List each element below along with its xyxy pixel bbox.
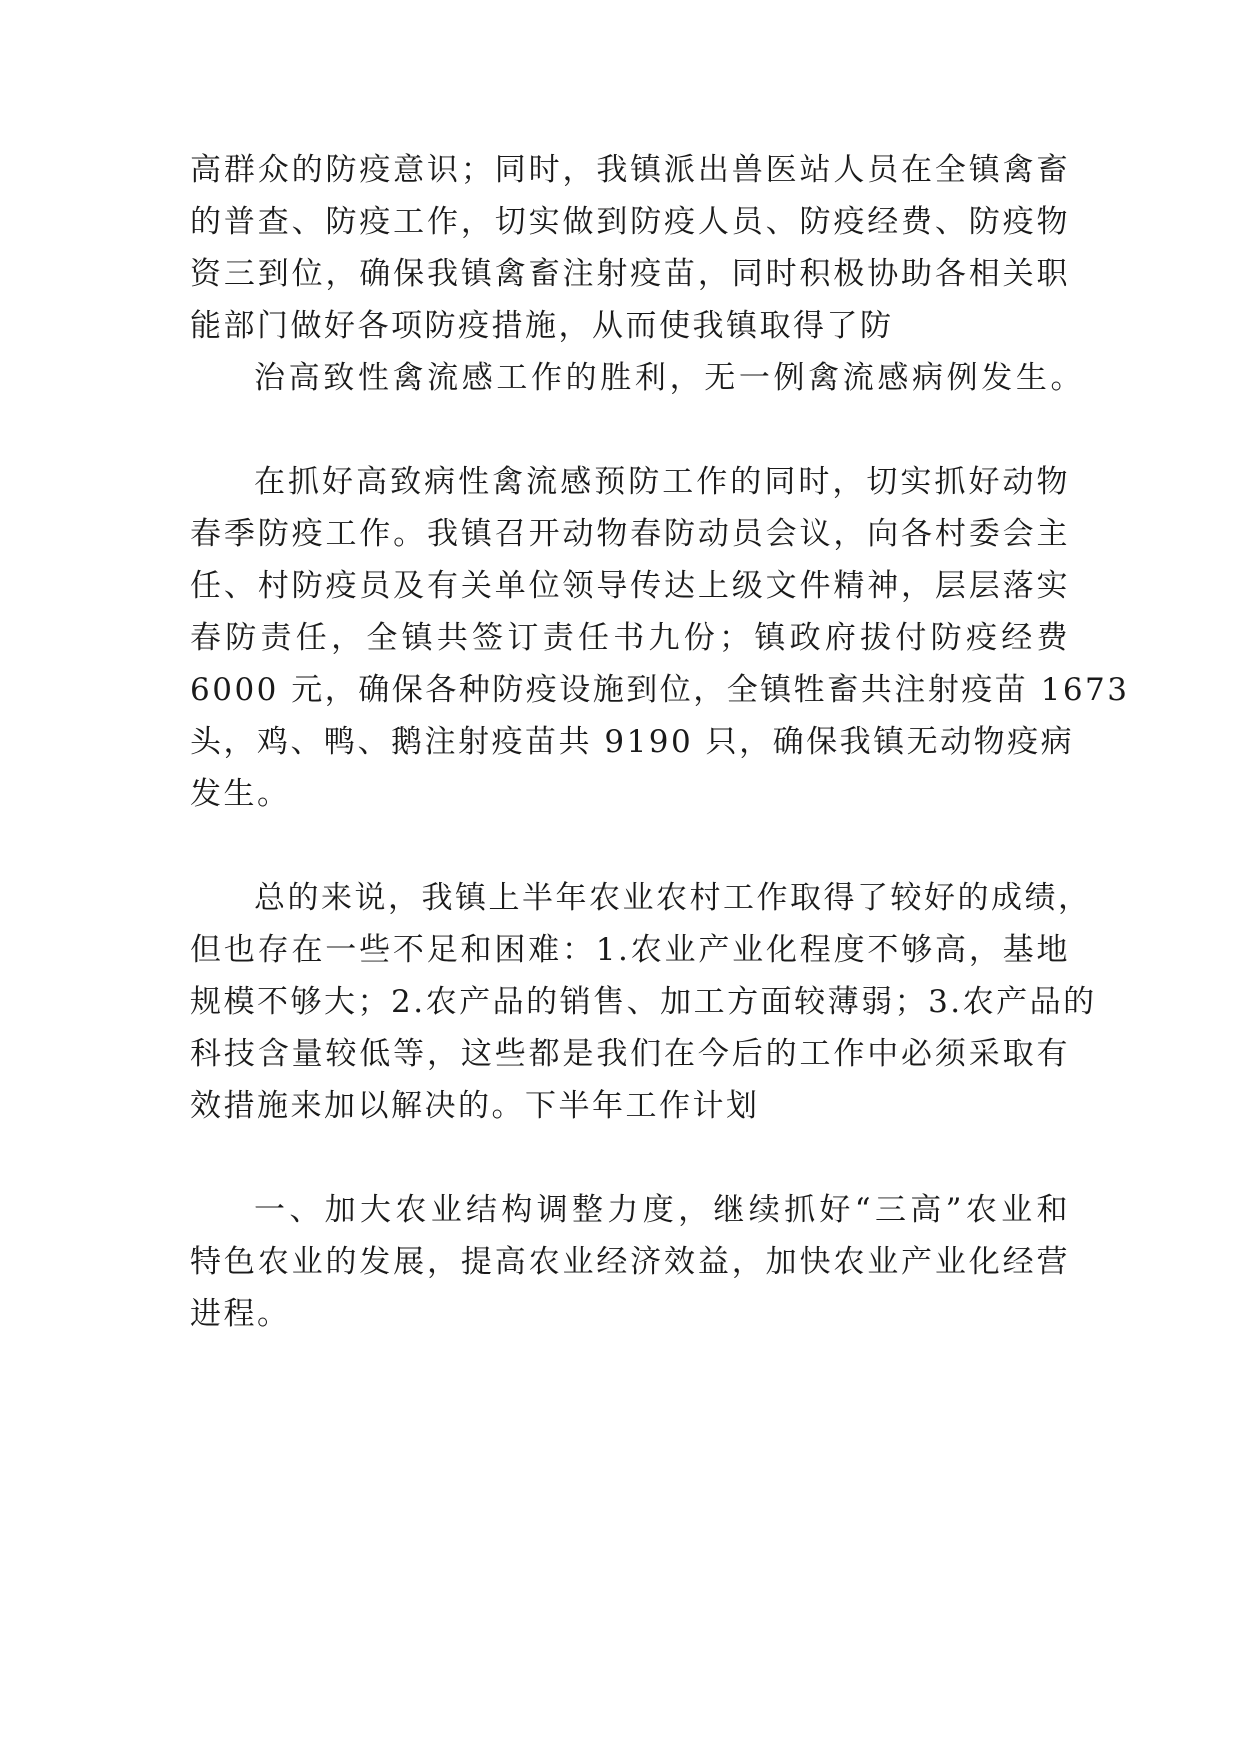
text-line: 治高致性禽流感工作的胜利，无一例禽流感病例发生。 bbox=[254, 360, 1084, 396]
text-line: 发生。 bbox=[190, 776, 291, 812]
text-line: 任、村防疫员及有关单位领导传达上级文件精神，层层落实 bbox=[190, 568, 1070, 604]
text-line: 资三到位，确保我镇禽畜注射疫苗，同时积极协助各相关职 bbox=[190, 256, 1070, 292]
text-line: 但也存在一些不足和困难：1.农业产业化程度不够高，基地 bbox=[190, 932, 1070, 968]
text-line: 头，鸡、鸭、鹅注射疫苗共 9190 只，确保我镇无动物疫病 bbox=[190, 724, 1075, 760]
text-line: 效措施来加以解决的。下半年工作计划 bbox=[190, 1088, 760, 1124]
text-line: 的普查、防疫工作，切实做到防疫人员、防疫经费、防疫物 bbox=[190, 204, 1070, 240]
text-line: 能部门做好各项防疫措施，从而使我镇取得了防 bbox=[190, 308, 894, 344]
text-line: 春防责任，全镇共签订责任书九份；镇政府拔付防疫经费 bbox=[190, 620, 1070, 656]
text-line: 特色农业的发展，提高农业经济效益，加快农业产业化经营 bbox=[190, 1244, 1070, 1280]
paragraph-first-line: 总的来说，我镇上半年农业农村工作取得了较好的成绩， bbox=[254, 880, 1092, 916]
text-line: 高群众的防疫意识；同时，我镇派出兽医站人员在全镇禽畜 bbox=[190, 152, 1070, 188]
paragraph-first-line: 一、加大农业结构调整力度，继续抓好“三高”农业和 bbox=[254, 1192, 1070, 1228]
text-line: 春季防疫工作。我镇召开动物春防动员会议，向各村委会主 bbox=[190, 516, 1070, 552]
text-line: 6000 元，确保各种防疫设施到位，全镇牲畜共注射疫苗 1673 bbox=[190, 672, 1130, 708]
text-line: 规模不够大；2.农产品的销售、加工方面较薄弱；3.农产品的 bbox=[190, 984, 1097, 1020]
text-line: 科技含量较低等，这些都是我们在今后的工作中必须采取有 bbox=[190, 1036, 1070, 1072]
paragraph-first-line: 在抓好高致病性禽流感预防工作的同时，切实抓好动物 bbox=[254, 464, 1070, 500]
text-line: 进程。 bbox=[190, 1296, 291, 1332]
